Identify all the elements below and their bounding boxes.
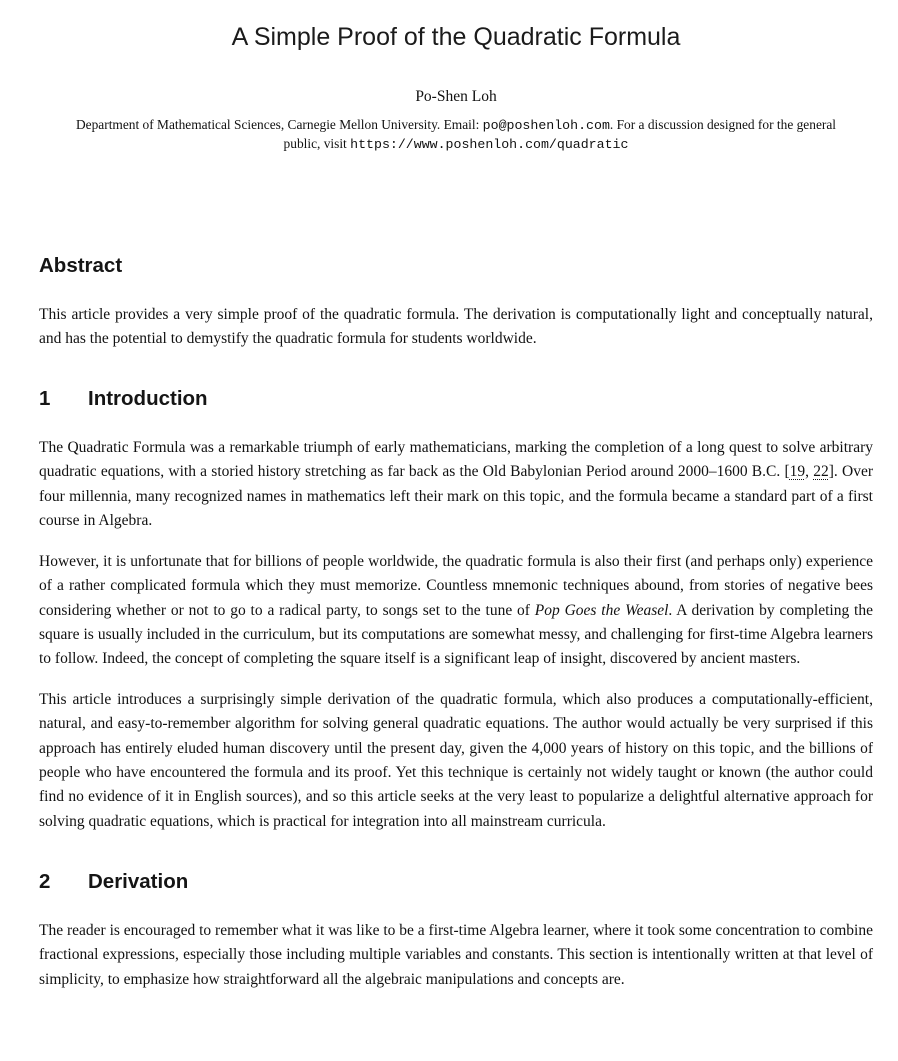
- text-segment: Pop Goes the Weasel: [534, 601, 669, 619]
- section-number: 2: [39, 870, 51, 894]
- abstract-paragraph: [39, 303, 873, 352]
- text-segment: Department of Mathematical Sciences, Carnegie Mellon University. Email:: [75, 117, 483, 132]
- text-segment: . For a discussion designed for the general public, visit: [283, 117, 837, 152]
- text-segment: This article introduces a surprisingly simple derivation of the quadratic formula, which also produces a computationally-efficient, natural, and easy-to-remember algorithm for solving general quadratic equations. The author would actually be very surprised if this approach has entirely eluded human discovery until the present day, given the 4,000 years of history on this topic, and the billions of people who have encountered the formula and its proof. Yet this technique is certainly not widely taught or known (the author could find no evidence of it in English sources), and so this article seeks at the very least to popularize a delightful alternative approach for solving quadratic equations, which is practical for integration into all mainstream curricula.: [39, 690, 873, 830]
- paper: [0, 23, 898, 1025]
- section-title: Derivation: [88, 870, 189, 894]
- citation-link[interactable]: 22: [813, 463, 829, 481]
- paragraph: [39, 436, 873, 534]
- mono-text: https://www.poshenloh.com/quadratic: [350, 137, 629, 153]
- section-heading: [39, 387, 873, 412]
- paragraph: [39, 550, 873, 672]
- text-segment: ]. Over four millennia, many recognized names in mathematics left their mark on this topic, and the formula became a standard part of a first course in Algebra.: [39, 463, 873, 530]
- affiliation: [65, 116, 847, 154]
- mono-text: po@poshenloh.com: [482, 118, 610, 133]
- section-heading: [39, 870, 873, 895]
- abstract-heading: Abstract: [39, 254, 123, 278]
- paragraph: [39, 688, 873, 834]
- text-segment: . A derivation by completing the square is usually included in the curriculum, but its computations are somewhat messy, and challenging for first-time Algebra learners to follow. Indeed, the concept of completing the square itself is a significant leap of insight, discovered by ancient masters.: [39, 601, 873, 668]
- section-derivation: [39, 870, 873, 992]
- section-number: 1: [39, 387, 51, 411]
- section-introduction: [39, 387, 873, 834]
- citation-link[interactable]: 19: [789, 463, 806, 481]
- section-title: Introduction: [88, 387, 208, 411]
- text-segment: ,: [805, 463, 814, 481]
- paragraph: [39, 919, 873, 992]
- paper-title: A Simple Proof of the Quadratic Formula: [231, 23, 681, 51]
- author-name: Po-Shen Loh: [415, 88, 497, 105]
- abstract-section: [39, 254, 873, 351]
- text-segment: However, it is unfortunate that for billions of people worldwide, the quadratic formula is also their first (and perhaps only) experience of a rather complicated formula which they must memorize. Countless mnemonic techniques abound, from stories of negative bees considering whether or not to go to a radical party, to songs set to the tune of: [39, 552, 873, 619]
- text-segment: The reader is encouraged to remember what it was like to be a first-time Algebra learner, where it took some concentration to combine fractional expressions, especially those including multiple variables and constants. This section is intentionally written at that level of simplicity, to emphasize how straightforward all the algebraic manipulations and concepts are.: [39, 921, 873, 988]
- text-segment: The Quadratic Formula was a remarkable triumph of early mathematicians, marking the completion of a long quest to solve arbitrary quadratic equations, with a storied history stretching as far back as the Old Babylonian Period around 2000–1600 B.C. [: [39, 439, 873, 481]
- page: [0, 23, 898, 1061]
- text-segment: This article provides a very simple proof of the quadratic formula. The derivation is computationally light and conceptually natural, and has the potential to demystify the quadratic formula for students worldwide.: [39, 305, 873, 348]
